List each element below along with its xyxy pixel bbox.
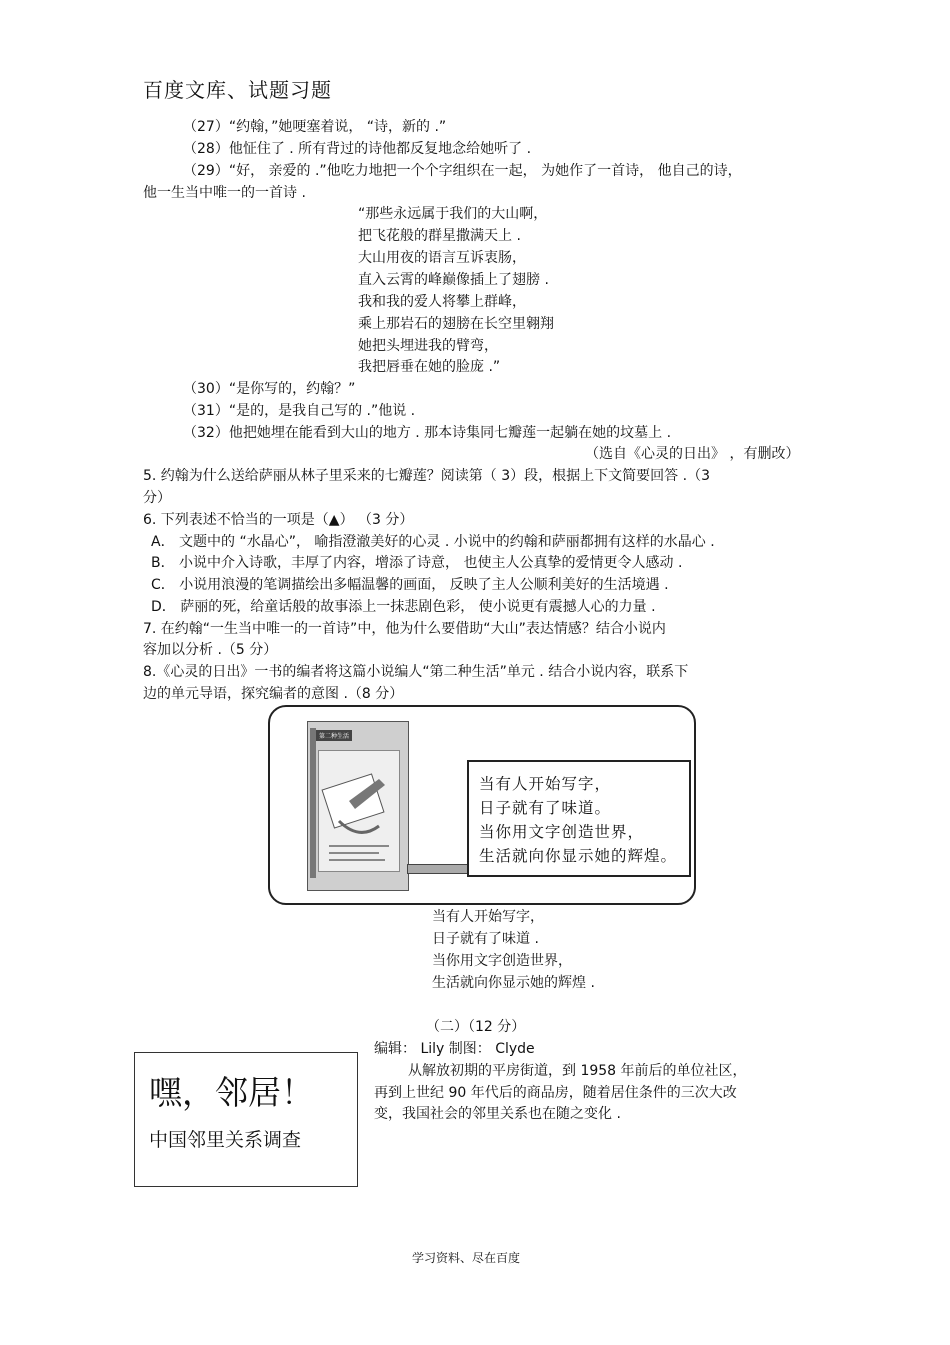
caption-line: 当你用文字创造世界， [432, 953, 572, 969]
question-8-line1: 8.《心灵的日出》一书的编者将这篇小说编人“第二种生活”单元 . 结合小说内容，联系下 [143, 664, 689, 680]
poem-line: 把飞花般的群星撒满天上 . [358, 228, 521, 244]
poem-line: 我和我的爱人将攀上群峰， [358, 294, 526, 310]
paragraph-32: （32）他把她埋在能看到大山的地方 . 那本诗集同七瓣莲一起躺在她的坟墓上 . [183, 425, 672, 441]
handwritten-line: 生活就向你显示她的辉煌。 [479, 847, 678, 865]
caption-line: 日子就有了味道 . [432, 931, 539, 947]
page-footer: 学习资料、尽在百度 [412, 1251, 521, 1265]
question-5-line2: 分） [143, 490, 171, 506]
poem-line: 乘上那岩石的翅膀在长空里翱翔 [358, 316, 554, 332]
question-6-option-a: A． 文题中的 “水晶心”， 喻指澄澈美好的心灵 . 小说中的约翰和萨丽都拥有这样的水晶心 . [151, 534, 715, 550]
book-cover-title: 第二种生活 [316, 730, 352, 741]
figure-frame [268, 705, 696, 905]
poem-line: 直入云霄的峰巅像插上了翅膀 . [358, 272, 549, 288]
handwritten-line: 当你用文字创造世界， [479, 823, 645, 841]
paragraph-29-line1: （29）“好， 亲爱的 .”他吃力地把一个个字组织在一起， 为她作了一首诗， 他自己的诗， [183, 163, 742, 179]
paragraph-31: （31）“是的，是我自己写的 .”他说 . [183, 403, 416, 419]
caption-line: 当有人开始写字， [432, 909, 544, 925]
handwritten-line: 当有人开始写字， [479, 775, 612, 793]
page-header: 百度文库、试题习题 [143, 78, 332, 102]
intro-line: 变，我国社会的邻里关系也在随之变化 . [374, 1106, 621, 1122]
unit-guide-figure [253, 705, 694, 905]
section-heading: （二）（12 分） [426, 1019, 526, 1035]
paragraph-28: （28）他怔住了 . 所有背过的诗他都反复地念给她听了 . [183, 141, 532, 157]
poem-line: 我把唇垂在她的脸庞 .” [358, 359, 501, 375]
question-6-option-c: C． 小说用浪漫的笔调描绘出多幅温馨的画面， 反映了主人公顺利美好的生活境遇 . [151, 577, 669, 593]
caption-line: 生活就向你显示她的辉煌 . [432, 975, 595, 991]
article-subtitle: 中国邻里关系调查 [149, 1129, 302, 1151]
question-5-line1: 5. 约翰为什么送给萨丽从林子里采来的七瓣莲？阅读第（ 3）段，根据上下文简要回答 .（3 [143, 468, 710, 484]
handwritten-line: 日子就有了味道。 [479, 799, 612, 817]
book-cover-image [307, 721, 409, 891]
question-8-line2: 边的单元导语，探究编者的意图 .（8 分） [143, 686, 404, 702]
intro-line: 从解放初期的平房街道，到 1958 年前后的单位社区， [408, 1063, 747, 1079]
pointer-arrow [407, 864, 469, 874]
question-6-option-d: D． 萨丽的死，给童话般的故事添上一抹悲剧色彩， 使小说更有震撼人心的力量 . [151, 599, 656, 615]
question-7-line1: 7. 在约翰“一生当中唯一的一首诗”中，他为什么要借助“大山”表达情感？结合小说内 [143, 621, 666, 637]
credits-line: 编辑： Lily 制图： Clyde [374, 1041, 535, 1057]
article-title-box [134, 1052, 358, 1187]
book-illustration [318, 750, 400, 872]
question-6: 6. 下列表述不恰当的一项是（▲） （3 分） [143, 512, 414, 528]
book-spine-text [310, 728, 316, 878]
poem-line: 她把头埋进我的臂弯， [358, 338, 498, 354]
poem-line: “那些永远属于我们的大山啊， [358, 206, 548, 222]
intro-line: 再到上世纪 90 年代后的商品房，随着居住条件的三次大改 [374, 1085, 737, 1101]
paragraph-29-line2: 他一生当中唯一的一首诗 . [143, 185, 306, 201]
paragraph-27: （27）“约翰，”她哽塞着说， “诗，新的 .” [183, 119, 447, 135]
poem-line: 大山用夜的语言互诉衷肠， [358, 250, 526, 266]
question-7-line2: 容加以分析 .（5 分） [143, 642, 278, 658]
paragraph-30: （30）“是你写的，约翰？” [183, 381, 356, 397]
writing-hand-icon [319, 751, 399, 871]
source-note: （选自《心灵的日出》 ，有删改） [585, 446, 800, 462]
handwritten-note [467, 760, 691, 877]
question-6-option-b: B． 小说中介入诗歌，丰厚了内容，增添了诗意， 也使主人公真挚的爱情更令人感动 . [151, 555, 683, 571]
article-title: 嘿，邻居！ [149, 1073, 314, 1112]
